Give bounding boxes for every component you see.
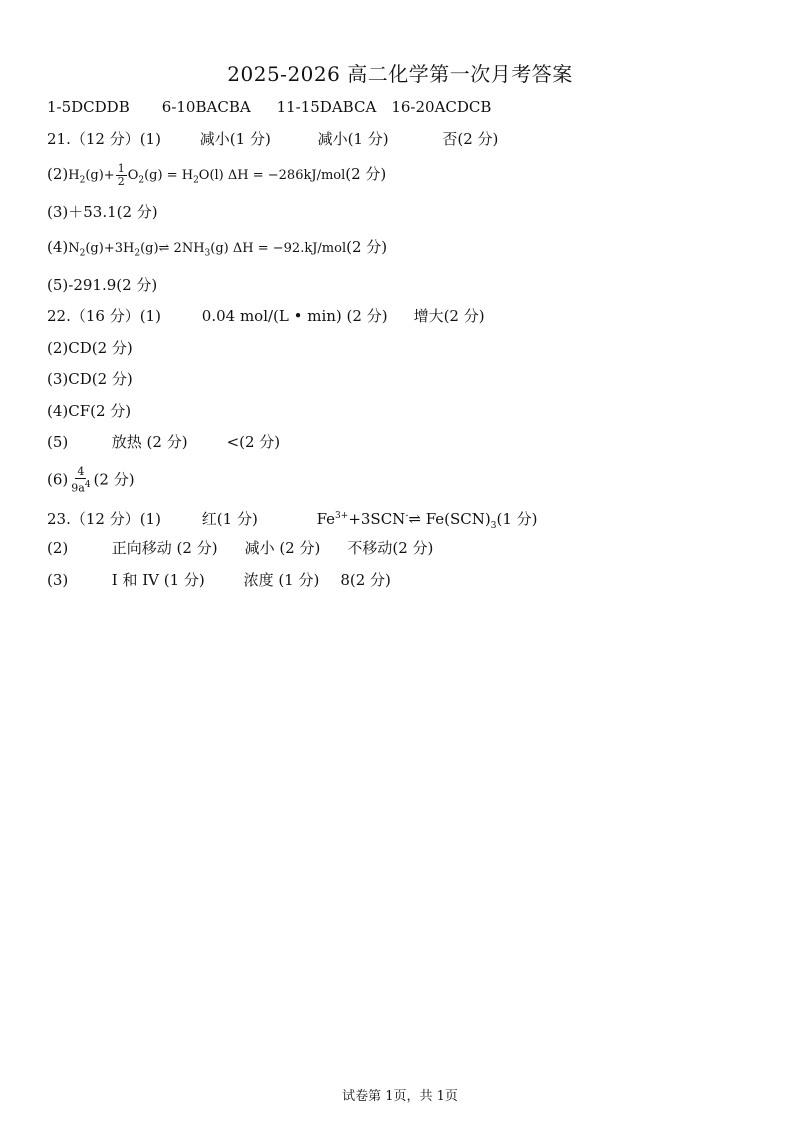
eq-h2o-rest: O(l) ΔH = −286kJ/mol — [198, 168, 346, 183]
q22-p6-score: (2 分) — [93, 470, 135, 489]
q21-p4-score: (2 分) — [346, 238, 388, 256]
q22-answer-1: 0.04 mol/(L • min) (2 分) — [201, 307, 388, 325]
q23-p3-answer-2: 浓度 (1 分) — [243, 571, 320, 589]
eq-h2-rest: (g)+ — [85, 168, 115, 183]
q23-p3-answer-1: I 和 IV (1 分) — [111, 571, 205, 589]
q23-p2-label: (2) — [47, 539, 69, 557]
q22-p6-label: (6) — [47, 470, 69, 489]
ion-scn-charge: - — [405, 511, 409, 521]
eq-nh3: (g)⇌ 2NH — [140, 241, 205, 256]
page-footer: 试卷第 1页，共 1页 — [342, 1089, 458, 1104]
eq-fraction — [116, 163, 127, 188]
mc-answer-1: 1-5DCDDB — [47, 98, 130, 116]
q23-p2-answer-1: 正向移动 (2 分) — [111, 539, 218, 557]
q21-part4 — [47, 237, 387, 264]
eq-dh: (g) ΔH = −92.kJ/mol — [210, 241, 347, 256]
q21-part2 — [47, 163, 386, 191]
eq-n2: N — [68, 241, 80, 256]
fraction-numerator: 4 — [77, 465, 85, 478]
q22-part5 — [47, 432, 280, 452]
q22-part6 — [47, 466, 135, 495]
q22-p5-answer-1: 放热 (2 分) — [111, 433, 188, 451]
q22-part3: (3)CD(2 分) — [47, 370, 133, 388]
q23-p3-label: (3) — [47, 571, 69, 589]
eq-o2-rest: (g) = H — [144, 168, 194, 183]
q21-p2-score: (2 分) — [345, 165, 387, 183]
ion-fe: Fe — [316, 510, 336, 528]
q22-p5-label: (5) — [47, 433, 69, 451]
q22-p6-fraction — [69, 466, 92, 495]
eq-o2: O — [127, 168, 139, 183]
q23-p2-answer-2: 减小 (2 分) — [244, 539, 321, 557]
q21-part5: (5)-291.9(2 分) — [47, 276, 158, 294]
q21-part1 — [47, 129, 498, 149]
eq-h2-mid: (g)+3H — [85, 241, 135, 256]
q22-head: 22.（16 分）(1) — [47, 307, 161, 325]
ion-fe-charge: 3+ — [335, 511, 349, 521]
q21-p2-label: (2) — [47, 165, 69, 183]
q21-head: 21.（12 分）(1) — [47, 130, 161, 148]
denominator-base: 9a — [71, 481, 85, 495]
q21-answer-1: 减小(1 分) — [199, 130, 271, 148]
q23-answer-2-score: (1 分) — [496, 510, 538, 528]
q22-part1 — [47, 306, 485, 326]
q23-p3-answer-3: 8(2 分) — [340, 571, 391, 589]
q21-answer-2: 减小(1 分) — [317, 130, 389, 148]
q23-part3 — [47, 570, 391, 590]
page-title: 2025-2026 高二化学第一次月考答案 — [227, 62, 573, 86]
fraction-denominator — [69, 479, 92, 495]
mc-answer-2: 6-10BACBA — [161, 98, 251, 116]
denominator-exponent: 4 — [84, 480, 91, 490]
q23-head: 23.（12 分）(1) — [47, 510, 161, 528]
q21-answer-3: 否(2 分) — [442, 130, 499, 148]
ion-scn: +3SCN — [348, 510, 406, 528]
q21-p2-equation: $H_2(g)+$ $\frac{1}{2}$ $O_2(g) = H_2O(l) \Delta H = -286kJ/mol$ — [68, 162, 346, 188]
complex-subscript: 3 — [490, 521, 497, 531]
q21-part3: (3)＋53.1(2 分) — [47, 203, 158, 221]
q22-p5-answer-2: <(2 分) — [226, 433, 281, 451]
mc-answers — [47, 97, 491, 117]
complex-fescn: ⇌ Fe(SCN) — [408, 510, 491, 528]
q23-p2-answer-3: 不移动(2 分) — [347, 539, 434, 557]
q23-answer-1: 红(1 分) — [201, 510, 258, 528]
q23-answer-2 — [317, 506, 538, 536]
q23-part2 — [47, 538, 433, 558]
eq-h2: H — [68, 168, 80, 183]
mc-answer-4: 16-20ACDCB — [391, 98, 492, 116]
q21-p4-label: (4) — [47, 238, 69, 256]
q23-part1 — [47, 506, 538, 536]
fraction-numerator: 1 — [117, 162, 125, 175]
q22-answer-2: 增大(2 分) — [413, 307, 485, 325]
q21-p4-equation: $N_2(g)+3H_2(g)\rightleftharpoons$ $2NH_3(g) \Delta H = -92.kJ/mol$ — [68, 241, 347, 259]
q22-part4: (4)CF(2 分) — [47, 402, 132, 420]
mc-answer-3: 11-15DABCA — [276, 98, 377, 116]
q22-part2: (2)CD(2 分) — [47, 339, 133, 357]
fraction-denominator: 2 — [117, 175, 125, 188]
